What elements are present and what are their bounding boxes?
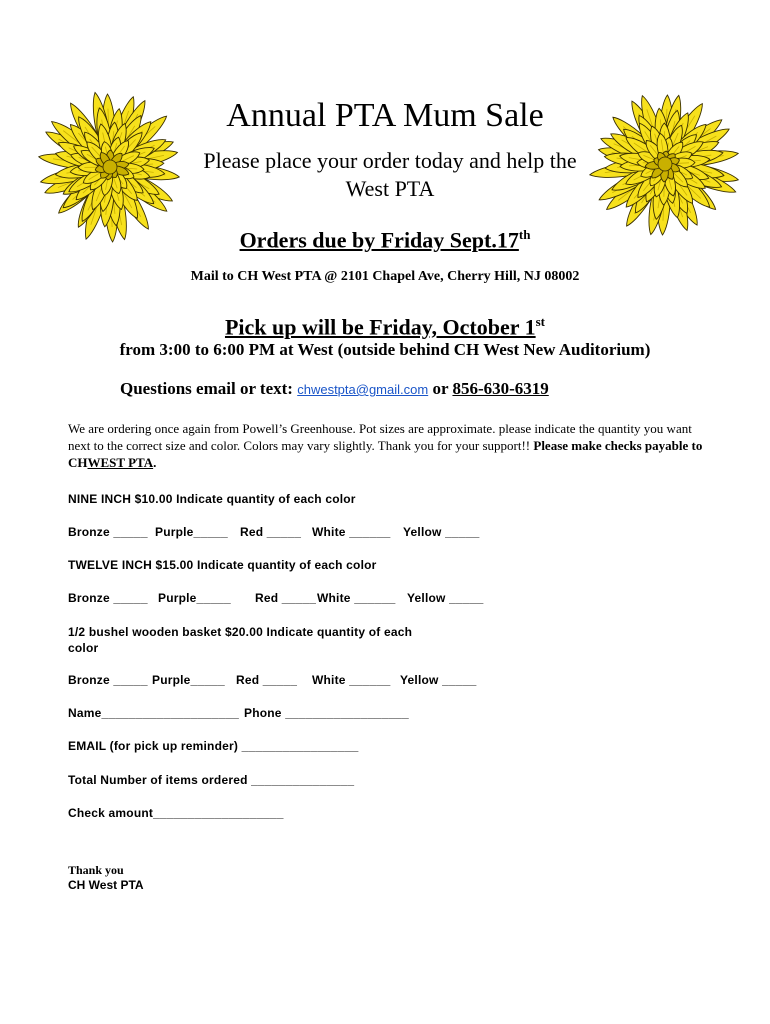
bronze-field[interactable]: Bronze _____ xyxy=(68,525,148,539)
white-field[interactable]: White ______ xyxy=(312,673,391,687)
red-field[interactable]: Red _____ xyxy=(255,591,317,605)
orders-due-text: Orders due by Friday Sept.17 xyxy=(239,227,519,253)
red-field[interactable]: Red _____ xyxy=(236,673,298,687)
basket-heading-cont: color xyxy=(68,641,99,655)
pickup-date: Pick up will be Friday, October 1 xyxy=(224,314,536,340)
check-amount-field[interactable]: Check amount___________________ xyxy=(68,806,284,820)
basket-heading: 1/2 bushel wooden basket $20.00 Indicate quantity of each xyxy=(68,625,413,639)
org-signature: CH West PTA xyxy=(68,878,144,892)
page-subtitle: Please place your order today and help the West PTA xyxy=(203,148,577,201)
page-title: Annual PTA Mum Sale xyxy=(226,97,544,134)
twelve-inch-heading: TWELVE INCH $15.00 Indicate quantity of each color xyxy=(68,558,377,572)
nine-inch-heading: NINE INCH $10.00 Indicate quantity of each color xyxy=(68,492,356,506)
nine-inch-color-row xyxy=(68,524,479,540)
pickup-date-suffix: st xyxy=(535,314,546,329)
checks-payee: WEST PTA xyxy=(87,455,154,470)
intro-text: We are ordering once again from Powell’s Greenhouse. Pot sizes are approximate. please indicate the quantity you want next to the correct size and color. Colors may vary slightly. Thank you for your support!! xyxy=(68,421,692,453)
yellow-field[interactable]: Yellow _____ xyxy=(403,525,480,539)
phone-field[interactable]: Phone __________________ xyxy=(244,706,409,720)
intro-paragraph xyxy=(68,420,708,471)
basket-color-row xyxy=(68,672,476,688)
checks-suffix: . xyxy=(153,455,157,470)
pickup-heading xyxy=(0,308,770,341)
orders-due-line xyxy=(0,221,770,254)
twelve-inch-color-row xyxy=(68,590,483,606)
white-field[interactable]: White ______ xyxy=(312,525,391,539)
yellow-field[interactable]: Yellow _____ xyxy=(407,591,484,605)
white-field[interactable]: White ______ xyxy=(317,591,396,605)
email-field[interactable]: EMAIL (for pick up reminder) _________________ xyxy=(68,739,359,753)
red-field[interactable]: Red _____ xyxy=(240,525,302,539)
pickup-time: from 3:00 to 6:00 PM at West (outside behind CH West New Auditorium) xyxy=(119,340,651,359)
bronze-field[interactable]: Bronze _____ xyxy=(68,591,148,605)
questions-or: or xyxy=(432,379,449,398)
questions-label: Questions email or text: xyxy=(120,379,293,398)
purple-field[interactable]: Purple_____ xyxy=(158,591,231,605)
name-phone-row xyxy=(68,705,409,721)
email-link[interactable]: chwestpta@gmail.com xyxy=(297,382,429,397)
purple-field[interactable]: Purple_____ xyxy=(152,673,225,687)
purple-field[interactable]: Purple_____ xyxy=(155,525,228,539)
mail-address: Mail to CH West PTA @ 2101 Chapel Ave, Cherry Hill, NJ 08002 xyxy=(190,269,580,284)
bronze-field[interactable]: Bronze _____ xyxy=(68,673,148,687)
checks-prefix: Please make checks payable to CH xyxy=(68,438,703,470)
thanks-text: Thank you xyxy=(68,863,124,877)
phone-number: 856-630-6319 xyxy=(452,379,549,398)
name-field[interactable]: Name____________________ xyxy=(68,706,239,720)
total-items-field[interactable]: Total Number of items ordered _______________ xyxy=(68,773,355,787)
orders-due-suffix: th xyxy=(518,227,531,242)
yellow-field[interactable]: Yellow _____ xyxy=(400,673,477,687)
questions-line xyxy=(120,378,549,401)
